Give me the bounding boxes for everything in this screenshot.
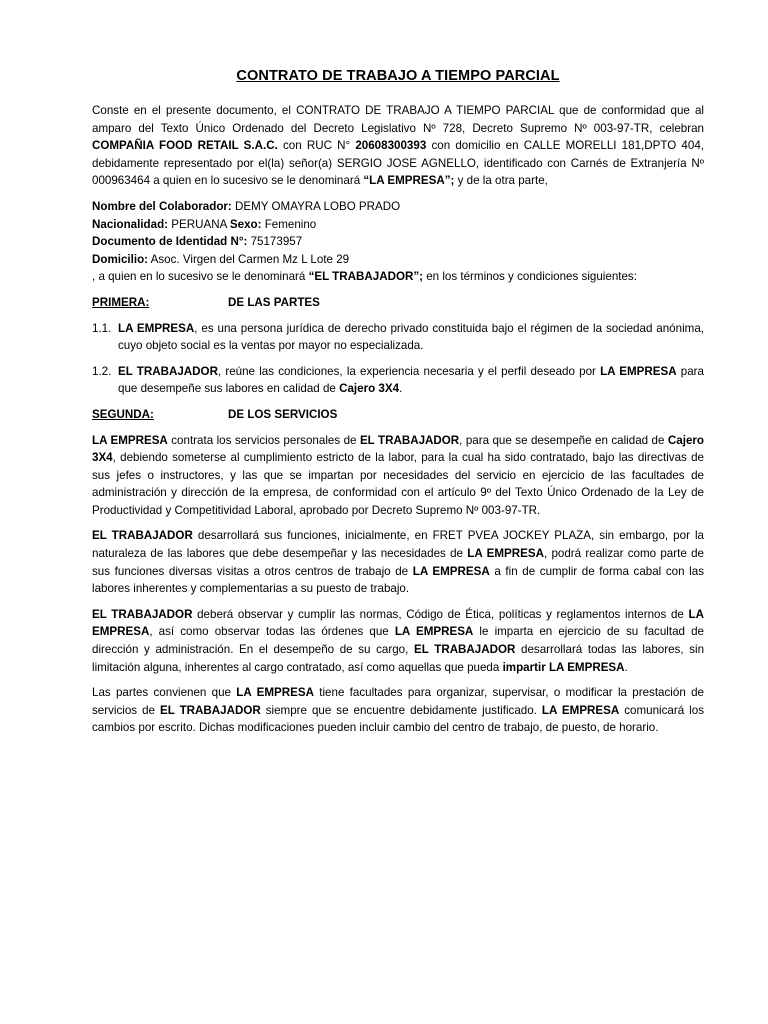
worker-name-label: Nombre del Colaborador: <box>92 199 232 213</box>
worker-address-value: Asoc. Virgen del Carmen Mz L Lote 29 <box>148 252 350 266</box>
text-run: a fin de cumplir de forma cabal con las labores inherentes y complementarias a su puesto de trabajo. <box>92 564 704 596</box>
section-primera-title: DE LAS PARTES <box>228 295 320 309</box>
worker-closing-line <box>92 268 704 286</box>
bold-text-run: COMPAÑIA FOOD RETAIL S.A.C. <box>92 139 278 153</box>
text-run: , podrá realizar como parte de sus funciones diversas visitas a otros centros de trabajo de <box>92 547 704 578</box>
clause-item <box>92 320 704 355</box>
bold-text-run: LA EMPRESA <box>412 564 490 578</box>
bold-text-run: Cajero 3X4 <box>339 382 400 396</box>
worker-name-value: DEMY OMAYRA LOBO PRADO <box>231 199 401 213</box>
section-segunda-title: DE LOS SERVICIOS <box>228 407 338 421</box>
bold-text-run: LA EMPRESA <box>236 686 314 700</box>
clause-text <box>118 320 704 355</box>
worker-id-label: Documento de Identidad N°: <box>92 235 248 249</box>
bold-text-run: EL TRABAJADOR <box>414 643 516 657</box>
bold-text-run: EL TRABAJADOR <box>159 703 261 717</box>
text-run: Conste en el presente documento, el CONTRATO DE TRABAJO A TIEMPO PARCIAL que de conformidad que al amparo del Texto Único Ordenado del Decreto Legislativo Nº 728, Decreto Supremo Nº 003-97-TR, celebran <box>92 104 704 135</box>
text-run: desarrollará sus funciones, inicialmente, en FRET PVEA JOCKEY PLAZA, sin embargo, por la naturaleza de las labores que debe desempeñar y las necesidades de <box>92 529 705 561</box>
text-run: . <box>624 660 628 674</box>
bold-text-run: EL TRABAJADOR <box>118 364 218 378</box>
section-segunda-label: SEGUNDA: <box>92 407 154 421</box>
services-paragraph <box>92 606 704 676</box>
text-run: , reúne las condiciones, la experiencia necesaria y el perfil deseado por <box>217 364 601 378</box>
worker-nationality-line <box>92 216 704 234</box>
worker-address-label: Domicilio: <box>92 252 149 266</box>
section-primera-heading <box>92 294 704 312</box>
text-run: , debiendo someterse al cumplimiento estricto de la labor, para la cual ha sido contratado, bajo las directivas de sus jefes o instructores, y las que se impartan por necesidades del servicio en ejercicio de las facultades de administración y dirección de la empresa, de conformidad con el artículo 9º del Texto Único Ordenado de la Ley de Productividad y Competitividad Laboral, aprobado por Decreto Supremo Nº 003-97-TR. <box>92 451 704 517</box>
bold-text-run: LA EMPRESA <box>92 433 168 447</box>
worker-nationality-label: Nacionalidad: <box>92 217 169 231</box>
bold-text-run: “EL TRABAJADOR”; <box>308 270 423 284</box>
services-paragraph <box>92 432 704 520</box>
worker-address-line <box>92 251 704 269</box>
text-run: deberá observar y cumplir las normas, Código de Ética, políticas y reglamentos internos de <box>192 607 689 621</box>
section-primera-label: PRIMERA: <box>92 295 150 309</box>
worker-sex-value: Femenino <box>261 217 317 231</box>
text-run: . <box>399 382 403 396</box>
bold-text-run: LA EMPRESA <box>394 625 474 639</box>
worker-id-value: 75173957 <box>247 235 303 249</box>
bold-text-run: “LA EMPRESA”; <box>363 174 455 188</box>
bold-text-run: LA EMPRESA <box>467 547 544 561</box>
bold-text-run: EL TRABAJADOR <box>92 607 193 621</box>
bold-text-run: LA EMPRESA <box>541 703 620 717</box>
intro-paragraph <box>92 102 704 190</box>
document-title: CONTRATO DE TRABAJO A TIEMPO PARCIAL <box>236 68 560 84</box>
bold-text-run: Cajero 3X4 <box>92 433 704 465</box>
bold-text-run: EL TRABAJADOR <box>359 433 460 447</box>
clause-number: 1.1. <box>92 321 112 335</box>
bold-text-run: LA EMPRESA <box>600 364 677 378</box>
worker-name-line <box>92 198 704 216</box>
worker-sex-label: Sexo: <box>229 217 262 231</box>
text-run: , así como observar todas las órdenes que <box>149 625 395 639</box>
text-run: contrata los servicios personales de <box>167 433 360 447</box>
text-run: Las partes convienen que <box>92 686 237 700</box>
text-run: con domicilio en CALLE MORELLI 181,DPTO 404, debidamente representado por el(la) señor(a) SERGIO JOSE AGNELLO, identificado con Carnés de Extranjería Nº 000963464 a quien en lo sucesivo se le denominará <box>92 139 704 188</box>
text-run: en los términos y condiciones siguientes: <box>423 270 637 284</box>
worker-nationality-value: PERUANA <box>168 217 230 231</box>
text-run: con RUC N° <box>277 139 356 153</box>
clause-item <box>92 363 704 398</box>
bold-text-run: EL TRABAJADOR <box>92 529 193 543</box>
clause-text <box>118 363 704 398</box>
services-paragraph <box>92 684 704 737</box>
text-run: , para que se desempeñe en calidad de <box>459 433 668 447</box>
text-run: siempre que se encuentre debidamente justificado. <box>260 703 542 717</box>
section-segunda-heading <box>92 406 704 424</box>
bold-text-run: 20608300393 <box>355 139 427 153</box>
clause-number: 1.2. <box>92 364 112 378</box>
text-run: , es una persona jurídica de derecho privado constituida bajo el régimen de la sociedad anónima, cuyo objeto social es la ventas por mayor no especializada. <box>118 321 704 353</box>
text-run: comunicará los cambios por escrito. Dichas modificaciones pueden incluir cambio del centro de trabajo, de puesto, de horario. <box>92 703 704 735</box>
text-run: y de la otra parte, <box>454 174 548 188</box>
text-run: tiene facultades para organizar, supervisar, o modificar la prestación de servicios de <box>92 686 704 717</box>
worker-info <box>92 198 704 286</box>
text-run: para que desempeñe sus labores en calidad de <box>118 364 704 396</box>
services-paragraph <box>92 527 704 597</box>
text-run: le imparta en ejercicio de su facultad de dirección y administración. En el desempeño de su cargo, <box>92 625 704 657</box>
bold-text-run: LA EMPRESA <box>118 321 195 335</box>
text-run: , a quien en lo sucesivo se le denominará <box>92 270 309 284</box>
worker-id-line <box>92 233 704 251</box>
text-run: desarrollará todas las labores, sin limitación alguna, inherentes al cargo contratado, así como aquellas que pueda <box>92 643 705 674</box>
bold-text-run: impartir LA EMPRESA <box>502 660 625 674</box>
bold-text-run: LA EMPRESA <box>92 607 704 639</box>
